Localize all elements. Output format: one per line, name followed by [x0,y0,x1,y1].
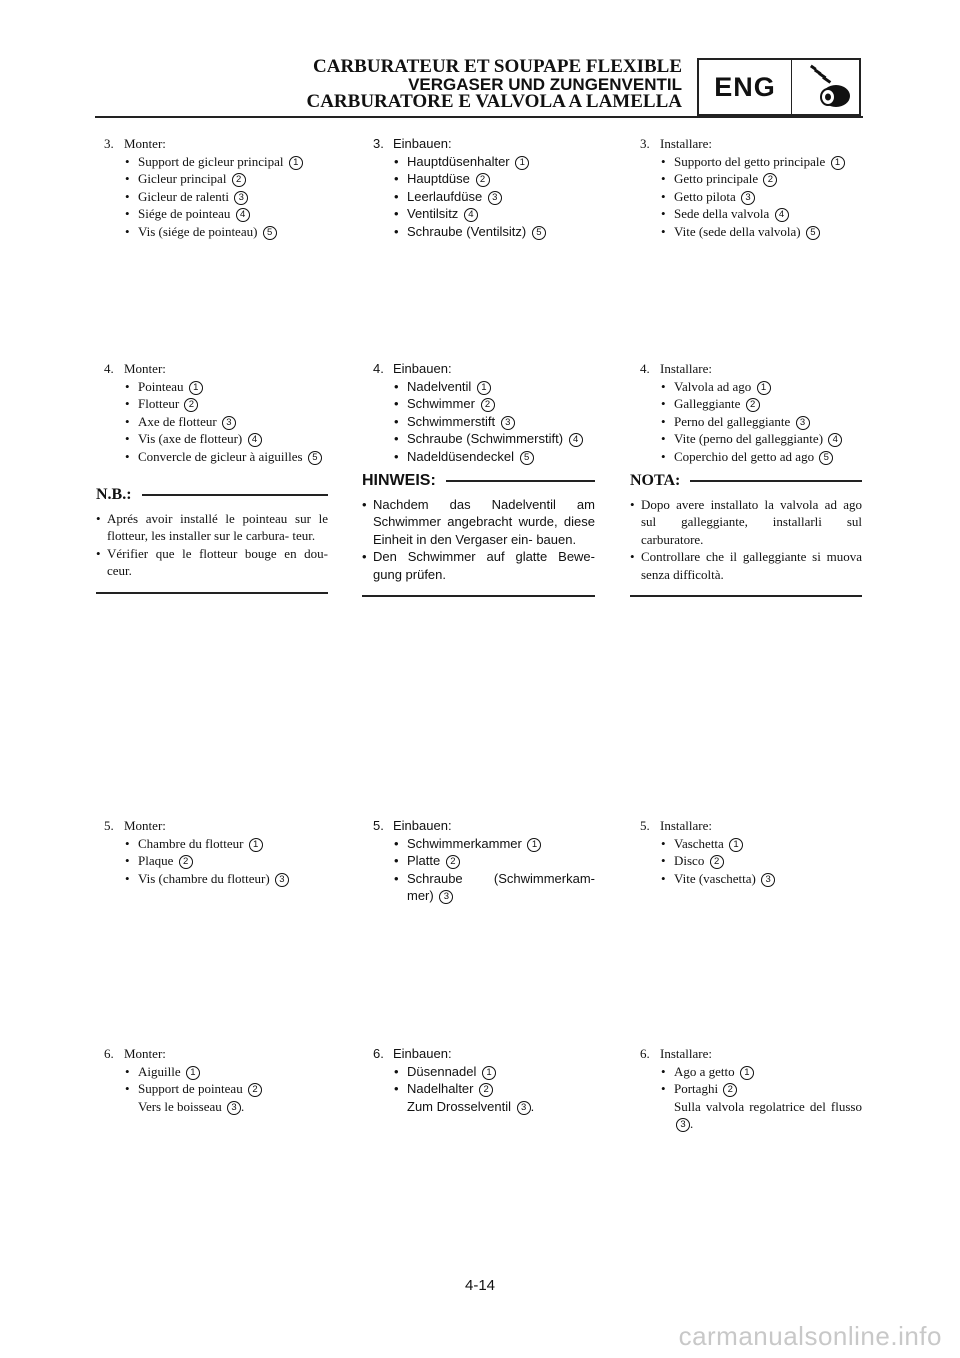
de-step-6 [373,1045,595,1115]
list-item: • Convercle de gicleur à aiguilles 5 [124,448,328,466]
part-number-badge: 3 [796,416,810,430]
list-item: • Disco 2 [660,852,862,870]
de-step-4 [373,360,595,465]
list-item: • Nadeldüsendeckel 5 [393,448,595,466]
step-continuation: Vers le boisseau 3 . [138,1098,245,1114]
step-number: 4. [104,361,114,376]
list-item: • Vis (chambre du flotteur) 3 [124,870,328,888]
list-item: • Support de gicleur principal 1 [124,153,328,171]
list-item: • Plaque 2 [124,852,328,870]
part-number-badge: 2 [746,398,760,412]
fr-step-3 [104,135,328,240]
step-number: 6. [373,1046,384,1061]
note-end-rule [630,595,862,597]
step-number: 6. [640,1046,650,1061]
list-item: • Platte 2 [393,852,595,870]
list-item: • Flotteur 2 [124,395,328,413]
step-number: 5. [640,818,650,833]
step-title: Einbauen: [393,136,452,151]
note-rule [142,494,328,496]
de-step-3 [373,135,595,240]
part-number-badge: 1 [189,381,203,395]
note-end-rule [362,595,595,597]
note-rule [446,480,595,482]
note-item: • Dopo avere installato la valvola ad ago sul galleggiante, installarli sul carburatore. [630,496,862,549]
part-number-badge: 1 [831,156,845,170]
it-step-4 [640,360,862,465]
step-number: 5. [104,818,114,833]
step-title: Installare: [660,136,712,151]
step-title: Installare: [660,1046,712,1061]
part-number-badge: 2 [446,855,460,869]
part-number-badge: 3 [222,416,236,430]
part-number-badge: 1 [515,156,529,170]
list-item: • Gicleur principal 2 [124,170,328,188]
list-item: • Gicleur de ralenti 3 [124,188,328,206]
part-number-badge: 2 [723,1083,737,1097]
fr-step-5 [104,817,328,887]
note-item: • Controllare che il galleggiante si muova senza difficoltà. [630,548,862,583]
part-number-badge: 1 [482,1066,496,1080]
part-number-badge: 2 [232,173,246,187]
step-continuation: Sulla valvola regolatrice del flusso 3 . [674,1098,862,1131]
list-item: • Schwimmerstift 3 [393,413,595,431]
watermark-text: carmanualsonline.info [678,1321,942,1351]
note-title: NOTA: [630,472,681,489]
title-italian: CARBURATORE E VALVOLA A LAMELLA [306,91,682,112]
part-number-badge: 1 [729,838,743,852]
fr-step-4 [104,360,328,465]
step-title: Installare: [660,818,712,833]
part-number-badge: 2 [248,1083,262,1097]
list-item: • Coperchio del getto ad ago 5 [660,448,862,466]
part-number-badge: 2 [479,1083,493,1097]
list-item: • Perno del galleggiante 3 [660,413,862,431]
fr-note-box [96,486,328,594]
part-number-badge: 4 [775,208,789,222]
part-number-badge: 4 [828,433,842,447]
list-item: • Aiguille 1 [124,1063,328,1081]
step-title: Monter: [124,818,166,833]
part-number-badge: 5 [520,451,534,465]
note-end-rule [96,592,328,594]
part-number-badge: 5 [308,451,322,465]
step-title: Installare: [660,361,712,376]
list-item: • Supporto del getto principale 1 [660,153,862,171]
list-item: • Ventilsitz 4 [393,205,595,223]
part-number-badge: 3 [439,890,453,904]
list-item: • Schraube (Schwimmerstift) 4 [393,430,595,448]
list-item: • Vis (siége de pointeau) 5 [124,223,328,241]
part-number-badge: 2 [179,855,193,869]
step-title: Monter: [124,1046,166,1061]
note-item: • Aprés avoir installé le pointeau sur le flotteur, les installer sur le carbura- teur. [96,510,328,545]
part-number-badge: 2 [184,398,198,412]
it-step-6 [640,1045,862,1133]
part-number-badge: 1 [289,156,303,170]
note-item: • Vérifier que le flotteur bouge en dou- ceur. [96,545,328,580]
part-number-badge: 1 [740,1066,754,1080]
list-item: • Vaschetta 1 [660,835,862,853]
it-note-box [630,472,862,597]
it-step-5 [640,817,862,887]
note-title: N.B.: [96,486,132,503]
list-item: • Getto principale 2 [660,170,862,188]
part-number-badge: 4 [236,208,250,222]
step-title: Monter: [124,361,166,376]
list-item: • Vite (vaschetta) 3 [660,870,862,888]
de-note-box [362,472,595,597]
part-number-badge: 1 [527,838,541,852]
part-number-badge: 2 [481,398,495,412]
part-number-badge: 5 [819,451,833,465]
list-item: • Düsennadel 1 [393,1063,595,1081]
note-item: • Den Schwimmer auf glatte Bewe- gung prüfen. [362,548,595,583]
section-badge [697,58,861,116]
step-number: 5. [373,818,384,833]
part-number-badge: 3 [275,873,289,887]
list-item: • Support de pointeau 2 [124,1080,328,1098]
list-item: • Chambre du flotteur 1 [124,835,328,853]
list-item: • Portaghi 2 [660,1080,862,1098]
list-item: • Schwimmerkammer 1 [393,835,595,853]
step-number: 4. [373,361,384,376]
step-number: 3. [640,136,650,151]
part-number-badge: 4 [248,433,262,447]
step-continuation: Zum Drosselventil 3 . [407,1098,535,1114]
part-number-badge: 3 [741,191,755,205]
list-item: • Axe de flotteur 3 [124,413,328,431]
note-rule [690,480,862,482]
step-number: 3. [104,136,114,151]
list-item: • Ago a getto 1 [660,1063,862,1081]
list-item: • Nadelventil 1 [393,378,595,396]
part-number-badge: 2 [710,855,724,869]
step-title: Einbauen: [393,818,452,833]
note-item: • Nachdem das Nadelventil am Schwimmer angebracht wurde, diese Einheit in den Vergaser ein- bauen. [362,496,595,549]
list-item: • Schraube (Schwimmerkam- mer) 3 [393,870,595,905]
step-number: 4. [640,361,650,376]
it-step-3 [640,135,862,240]
part-number-badge: 3 [761,873,775,887]
step-title: Einbauen: [393,361,452,376]
part-number-badge: 1 [186,1066,200,1080]
list-item: • Valvola ad ago 1 [660,378,862,396]
step-number: 3. [373,136,384,151]
list-item: • Hauptdüse 2 [393,170,595,188]
part-number-badge: 2 [476,173,490,187]
part-number-badge: 3 [517,1101,531,1115]
part-number-badge: 1 [477,381,491,395]
engine-piston-icon [791,60,859,114]
list-item: • Siége de pointeau 4 [124,205,328,223]
part-number-badge: 2 [763,173,777,187]
list-item: • Galleggiante 2 [660,395,862,413]
part-number-badge: 1 [757,381,771,395]
part-number-badge: 3 [501,416,515,430]
step-title: Einbauen: [393,1046,452,1061]
list-item: • Vis (axe de flotteur) 4 [124,430,328,448]
list-item: • Pointeau 1 [124,378,328,396]
fr-step-6 [104,1045,328,1115]
part-number-badge: 3 [488,191,502,205]
step-number: 6. [104,1046,114,1061]
de-step-5 [373,817,595,905]
part-number-badge: 3 [676,1118,690,1132]
list-item: • Sede della valvola 4 [660,205,862,223]
part-number-badge: 5 [806,226,820,240]
part-number-badge: 4 [464,208,478,222]
part-number-badge: 3 [227,1101,241,1115]
part-number-badge: 5 [263,226,277,240]
list-item: • Vite (sede della valvola) 5 [660,223,862,241]
part-number-badge: 1 [249,838,263,852]
list-item: • Schwimmer 2 [393,395,595,413]
header-rule [95,116,863,118]
list-item: • Schraube (Ventilsitz) 5 [393,223,595,241]
title-french: CARBURATEUR ET SOUPAPE FLEXIBLE [313,56,682,77]
note-title: HINWEIS: [362,472,436,489]
list-item: • Vite (perno del galleggiante) 4 [660,430,862,448]
list-item: • Getto pilota 3 [660,188,862,206]
step-title: Monter: [124,136,166,151]
list-item: • Nadelhalter 2 [393,1080,595,1098]
part-number-badge: 3 [234,191,248,205]
part-number-badge: 4 [569,433,583,447]
list-item: • Leerlaufdüse 3 [393,188,595,206]
list-item: • Hauptdüsenhalter 1 [393,153,595,171]
part-number-badge: 5 [532,226,546,240]
section-badge-label: ENG [714,71,776,102]
page-number: 4-14 [464,1277,496,1294]
title-german: VERGASER UND ZUNGENVENTIL [408,75,682,94]
